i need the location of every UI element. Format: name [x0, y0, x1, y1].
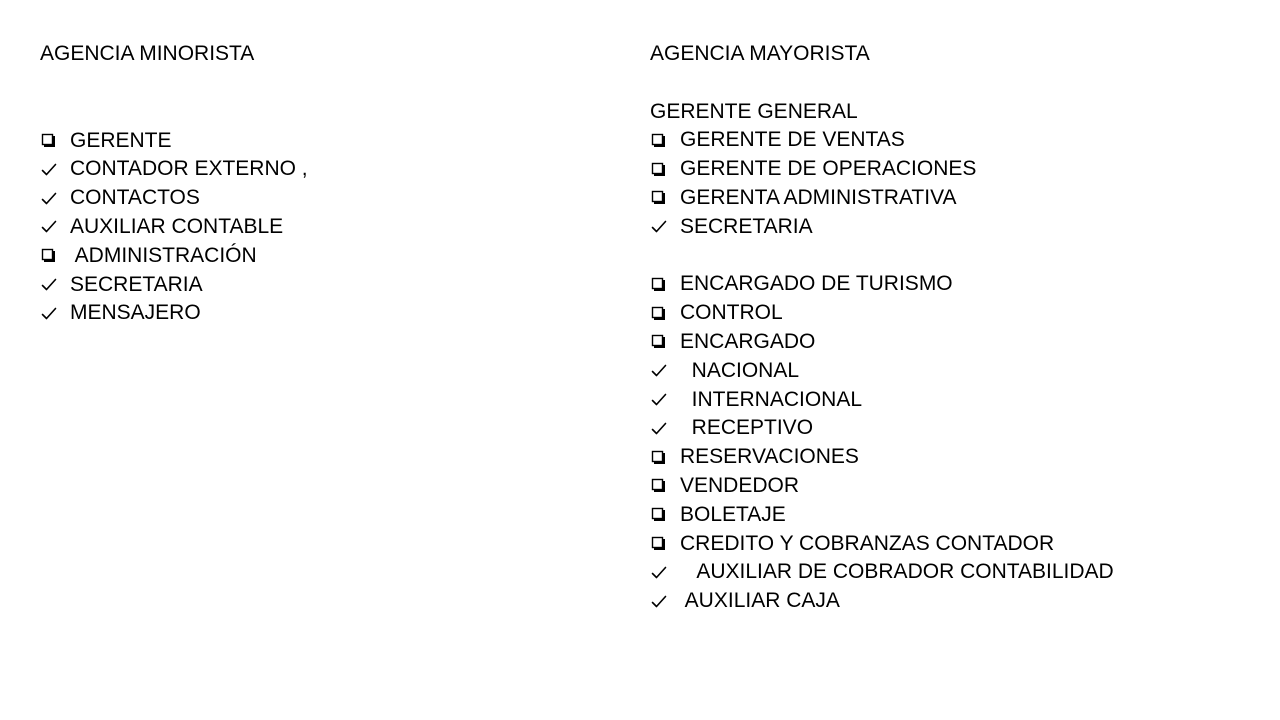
list-item: [650, 443, 1250, 472]
list-item: [650, 587, 1250, 616]
check-icon: [650, 362, 680, 380]
list-item: [40, 155, 600, 184]
check-icon: [40, 218, 70, 236]
list-item-label: SECRETARIA: [680, 214, 813, 238]
list-item-label: VENDEDOR: [680, 473, 800, 497]
list-item: [650, 155, 1250, 184]
check-icon: [40, 305, 70, 323]
list-item: [40, 242, 600, 271]
list-item-label: INTERNACIONAL: [680, 387, 863, 411]
check-icon: [40, 161, 70, 179]
list-item-label: CREDITO Y COBRANZAS CONTADOR: [680, 531, 1055, 555]
square-bullet-icon: [650, 189, 680, 207]
list-item: [40, 213, 600, 242]
list-item: [650, 184, 1250, 213]
list-item: [650, 299, 1250, 328]
mayorista-column: [650, 40, 1250, 616]
list-item-label: AUXILIAR CAJA: [680, 589, 840, 613]
square-bullet-icon: [650, 506, 680, 524]
list-item: [40, 299, 600, 328]
check-icon: [40, 190, 70, 208]
list-item-label: GERENTA ADMINISTRATIVA: [680, 185, 957, 209]
check-icon: [650, 391, 680, 409]
square-bullet-icon: [40, 247, 70, 265]
list-item-label: AUXILIAR CONTABLE: [70, 214, 284, 238]
minorista-list: [40, 127, 600, 329]
check-icon: [650, 564, 680, 582]
list-item: [650, 213, 1250, 242]
list-item-label: GERENTE DE OPERACIONES: [680, 157, 977, 181]
list-item: [40, 271, 600, 300]
list-item-label: ENCARGADO DE TURISMO: [680, 272, 953, 296]
list-item: [650, 472, 1250, 501]
square-bullet-icon: [650, 132, 680, 150]
square-bullet-icon: [650, 161, 680, 179]
list-item-label: CONTACTOS: [70, 186, 200, 210]
minorista-title: AGENCIA MINORISTA: [40, 42, 255, 65]
list-item: [650, 414, 1250, 443]
list-item-label: RESERVACIONES: [680, 445, 859, 469]
square-bullet-icon: [650, 333, 680, 351]
mayorista-list-operations: [650, 270, 1250, 616]
list-item-label: CONTROL: [680, 301, 783, 325]
square-bullet-icon: [650, 477, 680, 495]
square-bullet-icon: [650, 276, 680, 294]
list-item-label: NACIONAL: [680, 358, 800, 382]
mayorista-list-management: [650, 126, 1250, 241]
list-item-label: BOLETAJE: [680, 502, 786, 526]
list-item: [650, 501, 1250, 530]
mayorista-title: AGENCIA MAYORISTA: [650, 42, 870, 65]
square-bullet-icon: [650, 449, 680, 467]
list-item-label: AUXILIAR DE COBRADOR CONTABILIDAD: [680, 560, 1114, 584]
square-bullet-icon: [650, 305, 680, 323]
list-item-label: GERENTE DE VENTAS: [680, 128, 905, 152]
list-item: [650, 357, 1250, 386]
list-item: [650, 270, 1250, 299]
minorista-column: [40, 40, 600, 328]
list-item: [40, 184, 600, 213]
list-item-label: CONTADOR EXTERNO ,: [70, 157, 308, 181]
list-item-label: MENSAJERO: [70, 301, 201, 325]
square-bullet-icon: [650, 535, 680, 553]
check-icon: [650, 593, 680, 611]
check-icon: [40, 276, 70, 294]
list-item-label: ADMINISTRACIÓN: [70, 243, 257, 267]
square-bullet-icon: [40, 132, 70, 150]
list-item: [650, 126, 1250, 155]
list-item: [650, 386, 1250, 415]
list-item: [650, 558, 1250, 587]
list-item-label: ENCARGADO: [680, 329, 816, 353]
list-item: [650, 328, 1250, 357]
list-item: [650, 530, 1250, 559]
check-icon: [650, 218, 680, 236]
list-item-label: SECRETARIA: [70, 272, 203, 296]
list-item-label: RECEPTIVO: [680, 416, 814, 440]
check-icon: [650, 420, 680, 438]
gerente-general-label: GERENTE GENERAL: [650, 99, 858, 123]
list-item: [40, 127, 600, 156]
list-item-label: GERENTE: [70, 128, 172, 152]
